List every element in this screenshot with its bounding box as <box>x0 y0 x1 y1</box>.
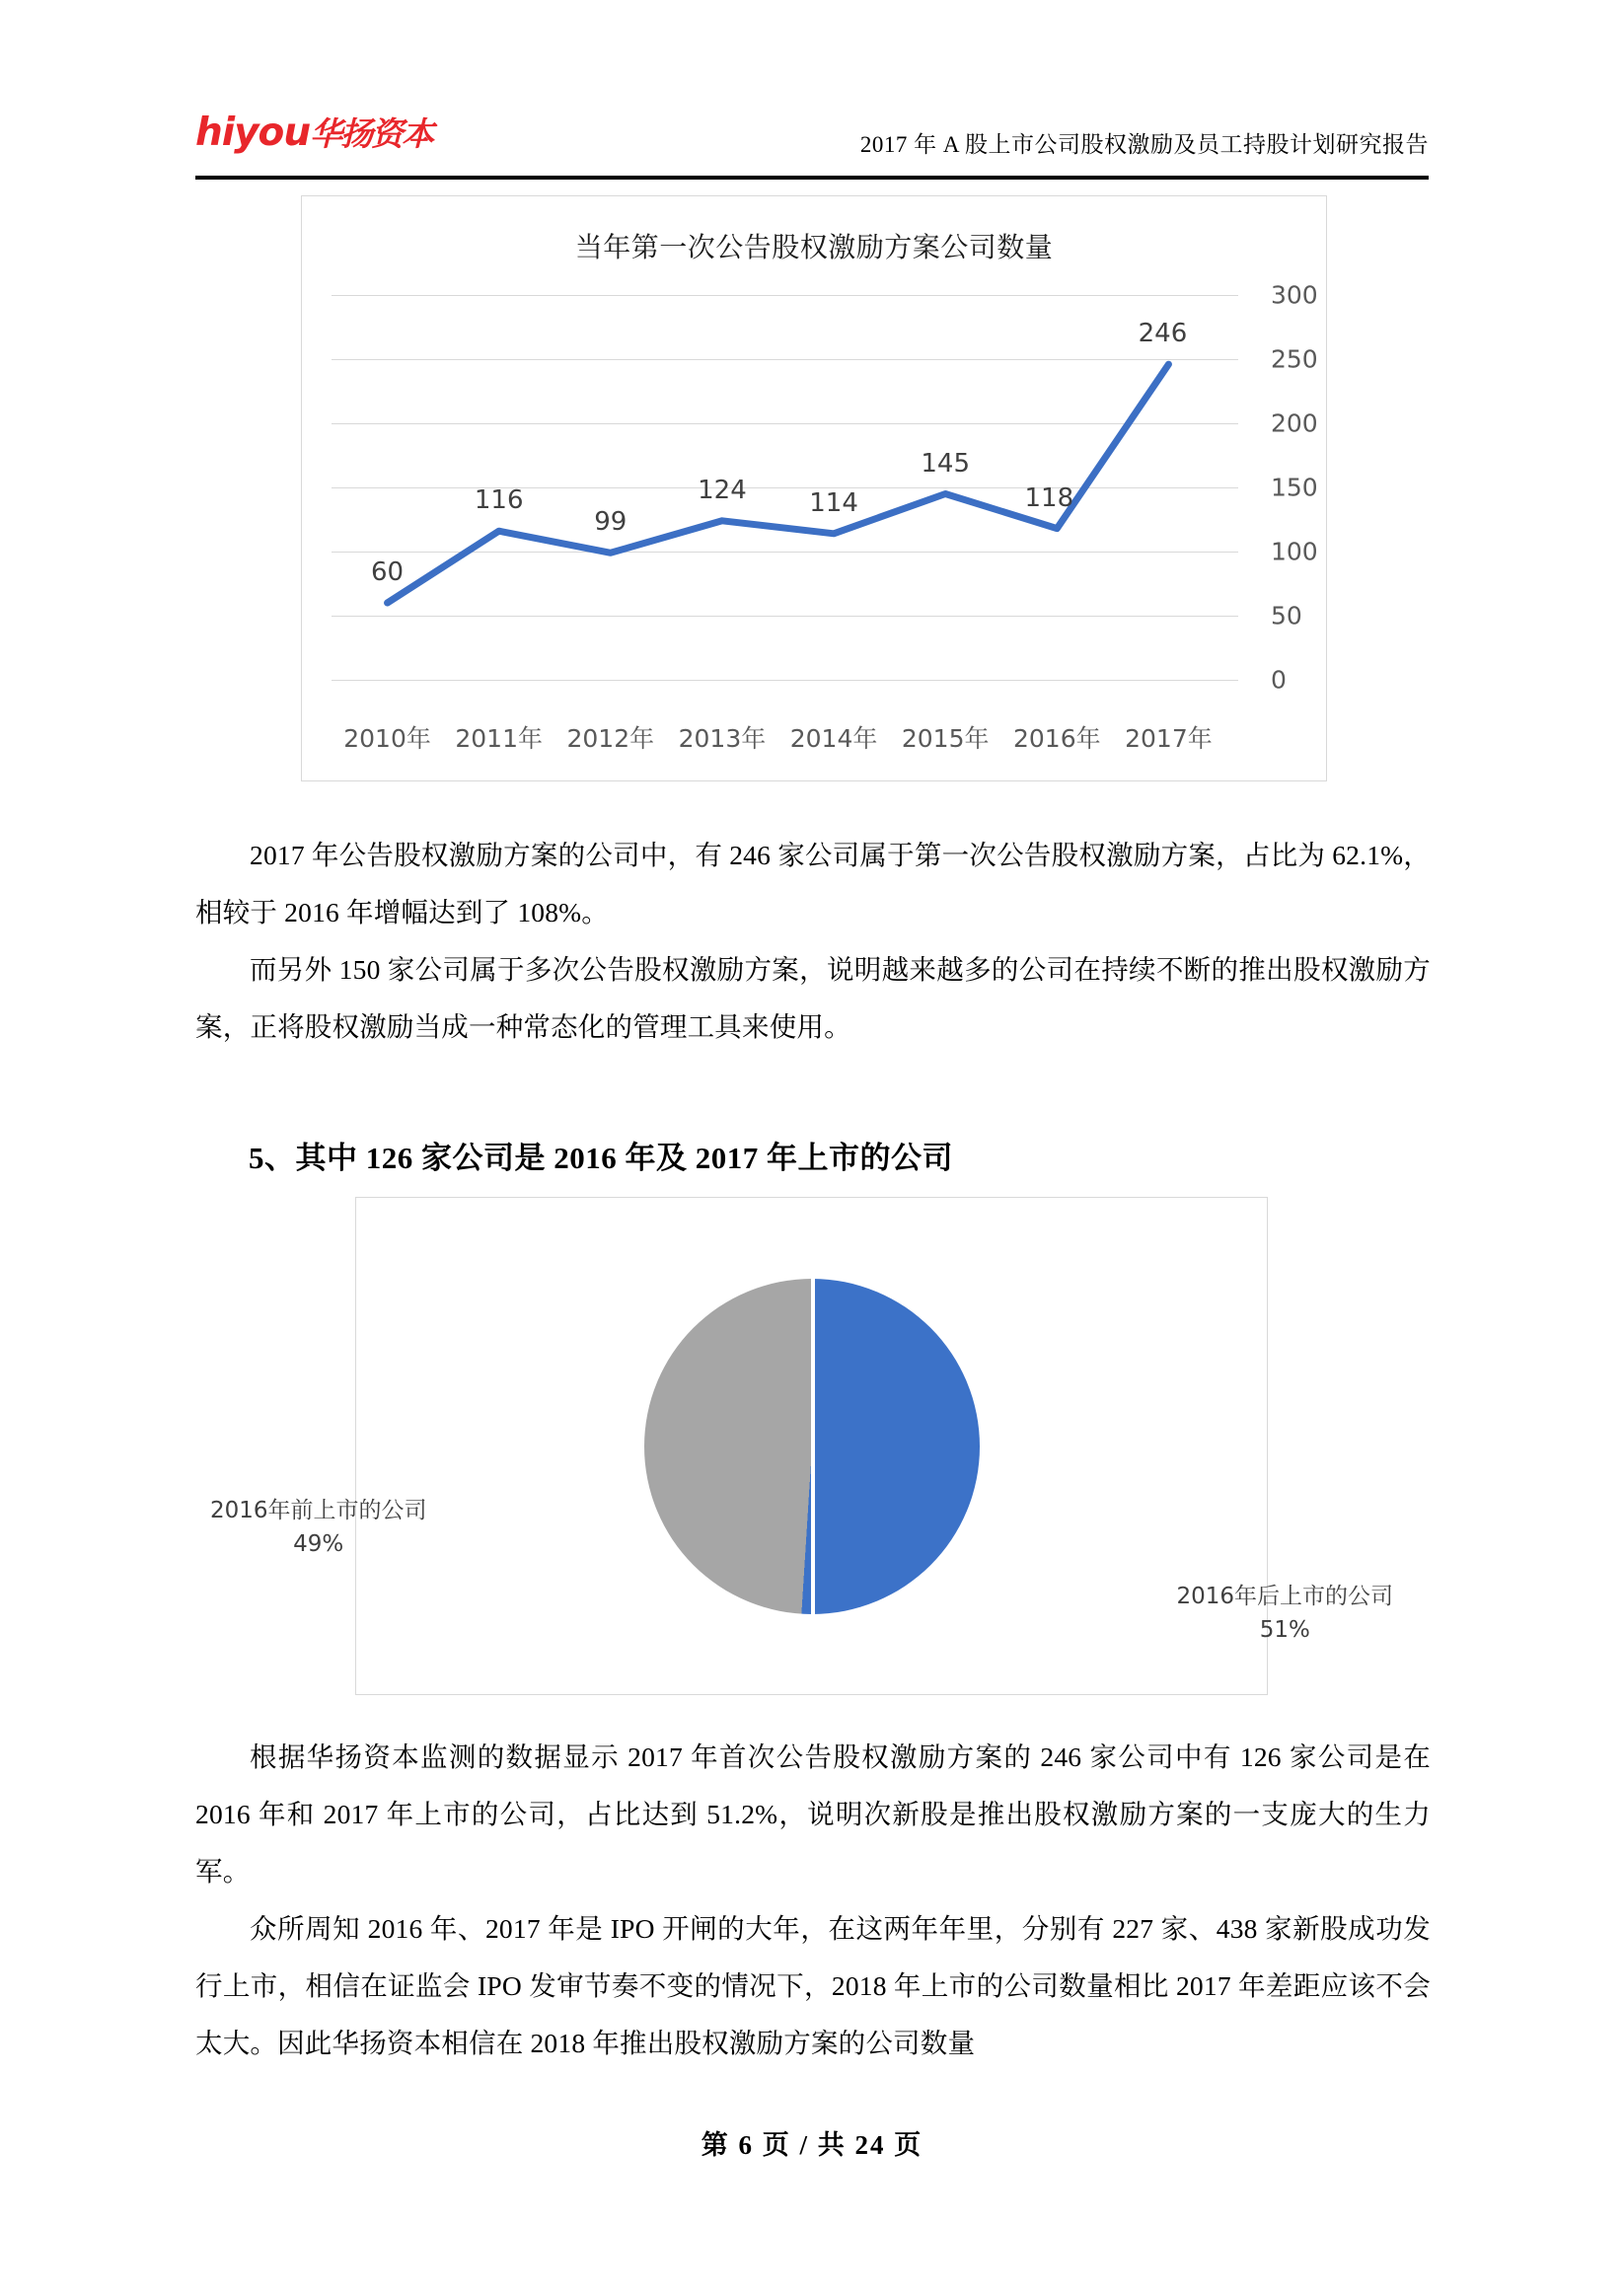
x-axis-tick-label: 2012年 <box>566 724 655 753</box>
y-axis-tick-mark <box>1224 423 1238 424</box>
pie-label-after-2016-name: 2016年后上市的公司 <box>1176 1583 1394 1609</box>
y-axis-tick-label: 100 <box>1271 537 1318 566</box>
line-data-label: 145 <box>921 448 971 479</box>
x-axis-tick-label: 2011年 <box>455 724 543 753</box>
line-data-label: 118 <box>1024 482 1074 513</box>
pie-label-before-2016-name: 2016年前上市的公司 <box>209 1497 427 1523</box>
line-data-label: 246 <box>1138 319 1188 349</box>
logo-latin-text: hiyou <box>195 111 311 155</box>
y-axis-tick-mark <box>1224 680 1238 681</box>
pie-label-after-2016-value: 51% <box>1259 1616 1310 1643</box>
section-heading-5: 5、其中 126 家公司是 2016 年及 2017 年上市的公司 <box>249 1141 953 1175</box>
y-axis-tick-label: 150 <box>1271 473 1318 502</box>
pie-chart-container <box>209 1197 1394 1695</box>
line-chart-container <box>301 195 1327 781</box>
y-axis-tick-mark <box>1224 487 1238 488</box>
line-data-label: 116 <box>474 485 524 516</box>
line-series-path <box>332 295 1224 680</box>
pie-label-before-2016-value: 49% <box>293 1530 344 1557</box>
header-report-title: 2017 年 A 股上市公司股权激励及员工持股计划研究报告 <box>859 132 1429 157</box>
line-data-label: 114 <box>809 487 858 518</box>
y-axis-tick-mark <box>1224 552 1238 553</box>
x-axis-labels <box>332 719 1224 755</box>
pie-label-after-2016 <box>1177 1580 1394 1647</box>
logo-chinese-text: 华扬资本 <box>310 114 433 153</box>
y-axis-tick-label: 50 <box>1271 601 1302 630</box>
y-axis-tick-mark <box>1224 359 1238 360</box>
y-axis-tick-label: 0 <box>1271 665 1287 695</box>
x-axis-tick-label: 2013年 <box>678 724 767 753</box>
y-axis-tick-mark <box>1224 616 1238 617</box>
x-axis-tick-label: 2014年 <box>789 724 878 753</box>
company-logo <box>195 111 432 157</box>
y-axis-tick-label: 300 <box>1271 280 1318 310</box>
line-data-label: 60 <box>371 557 405 587</box>
x-axis-line <box>332 680 1224 681</box>
line-data-label: 124 <box>698 475 747 505</box>
line-chart-plot-area <box>332 280 1318 695</box>
line-chart-title: 当年第一次公告股权激励方案公司数量 <box>574 231 1054 263</box>
y-axis-tick-label: 200 <box>1271 408 1318 438</box>
x-axis-tick-label: 2010年 <box>343 724 431 753</box>
x-axis-tick-label: 2016年 <box>1013 724 1101 753</box>
pie-chart-graphic <box>209 1279 1394 1643</box>
x-axis-tick-label: 2015年 <box>901 724 990 753</box>
pie-label-before-2016 <box>210 1494 427 1561</box>
y-axis-tick-mark <box>1224 295 1238 296</box>
y-axis-tick-label: 250 <box>1271 344 1318 374</box>
paragraph-4: 众所周知 2016 年、2017 年是 IPO 开闸的大年，在这两年年里，分别有 227 家、438 家新股成功发行上市，相信在证监会 IPO 发审节奏不变的情况下，2018 年上市的公司数量相比 2017 年差距应该不会太大。因此华扬资本相信在 2018 年推出股权激励方案的公司数量 <box>195 1913 1431 2058</box>
page-header <box>195 111 1429 172</box>
x-axis-tick-label: 2017年 <box>1125 724 1213 753</box>
paragraph-1: 2017 年公告股权激励方案的公司中，有 246 家公司属于第一次公告股权激励方案，占比为 62.1%，相较于 2016 年增幅达到了 108%。 <box>195 840 1431 927</box>
paragraph-3: 根据华扬资本监测的数据显示 2017 年首次公告股权激励方案的 246 家公司中有 126 家公司是在 2016 年和 2017 年上市的公司，占比达到 51.2%，说明次新股是推出股权激励方案的一支庞大的生力军。 <box>195 1741 1431 1887</box>
page-footer: 第 6 页 / 共 24 页 <box>701 2130 923 2160</box>
line-data-label: 99 <box>594 507 627 538</box>
header-divider-rule <box>195 176 1429 180</box>
paragraph-2: 而另外 150 家公司属于多次公告股权激励方案，说明越来越多的公司在持续不断的推出股权激励方案，正将股权激励当成一种常态化的管理工具来使用。 <box>195 954 1431 1042</box>
pie-slice-separator <box>811 1279 815 1614</box>
